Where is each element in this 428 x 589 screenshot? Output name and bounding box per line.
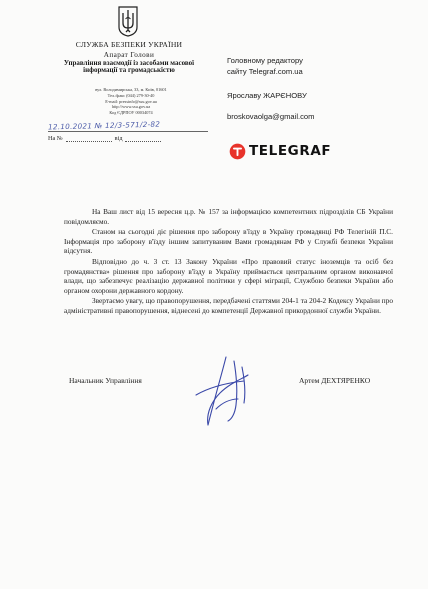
signatory-title: Начальник Управління [69,376,142,385]
paragraph-1: На Ваш лист від 15 вересня ц.р. № 157 за інформацією компетентних підрозділів СБ України повідомляємо. [64,207,393,226]
recipient-line-1: Головному редактору [227,56,303,65]
recipient-email: broskovaolga@gmail.com [227,112,315,121]
phone: Тел./факс (044) 279-30-40 [107,92,155,98]
department-name: Апарат Голови [103,50,155,59]
ref-from-label: від [114,135,123,142]
handwritten-signature [186,353,264,431]
ref-number-blank [66,135,112,142]
recipient-name: Ярославу ЖАРЄНОВУ [227,91,307,100]
unit-name: Управління взаємодії із засобами масової інформації та громадськістю [63,59,195,75]
signatory-name: Артем ДЕХТЯРЕНКО [299,376,371,385]
stamp-underline [48,131,208,132]
organization-name: СЛУЖБА БЕЗПЕКИ УКРАЇНИ [75,40,183,49]
paragraph-2: Станом на сьогодні діє рішення про заборону в'їзду в Україну громадянці РФ Телегіній П.С. Інформація про заборону в'їзду іншим запитуваним Вами громадянам РФ у Службі безпеки України відсутня. [64,227,393,256]
registration-stamp: 12.10.2021 № 12/3-571/2-82 [47,119,161,132]
coat-of-arms-trident-icon [117,5,139,37]
telegraf-logo [229,141,331,161]
letter-body [64,207,393,317]
recipient-line-2: сайту Telegraf.com.ua [227,67,303,76]
telegraf-logo-text: TELEGRAF [249,143,332,159]
paragraph-4: Звертаємо увагу, що правопорушення, передбачені статтями 204-1 та 204-2 Кодексу України про адміністративні правопорушення, віднесені до компетенції Державної прикордонної служби України. [64,296,393,315]
ref-date-blank [125,135,161,142]
telegraf-logo-icon [229,143,246,160]
letterhead [55,41,203,75]
website: http://www.ssu.gov.ua [111,104,151,110]
email: E-mail: pressinfo@ssu.gov.ua [105,98,157,104]
reference-line [48,135,161,142]
address: вул. Володимирська, 33, м. Київ, 01601 [95,87,167,92]
contact-block [60,87,202,116]
paragraph-3: Відповідно до ч. 3 ст. 13 Закону України «Про правовий статус іноземців та осіб без громадянства» рішення про заборону в'їзду в Україну приймається центральним органом виконавчої влади, що забезпечує реалізацію державної політики у сфері міграції, Службою безпеки України або органом охорони державного кордону. [64,256,393,295]
edrpou-code: Код ЄДРПОУ 00034074 [109,110,153,116]
ref-number-label: На № [48,135,63,142]
